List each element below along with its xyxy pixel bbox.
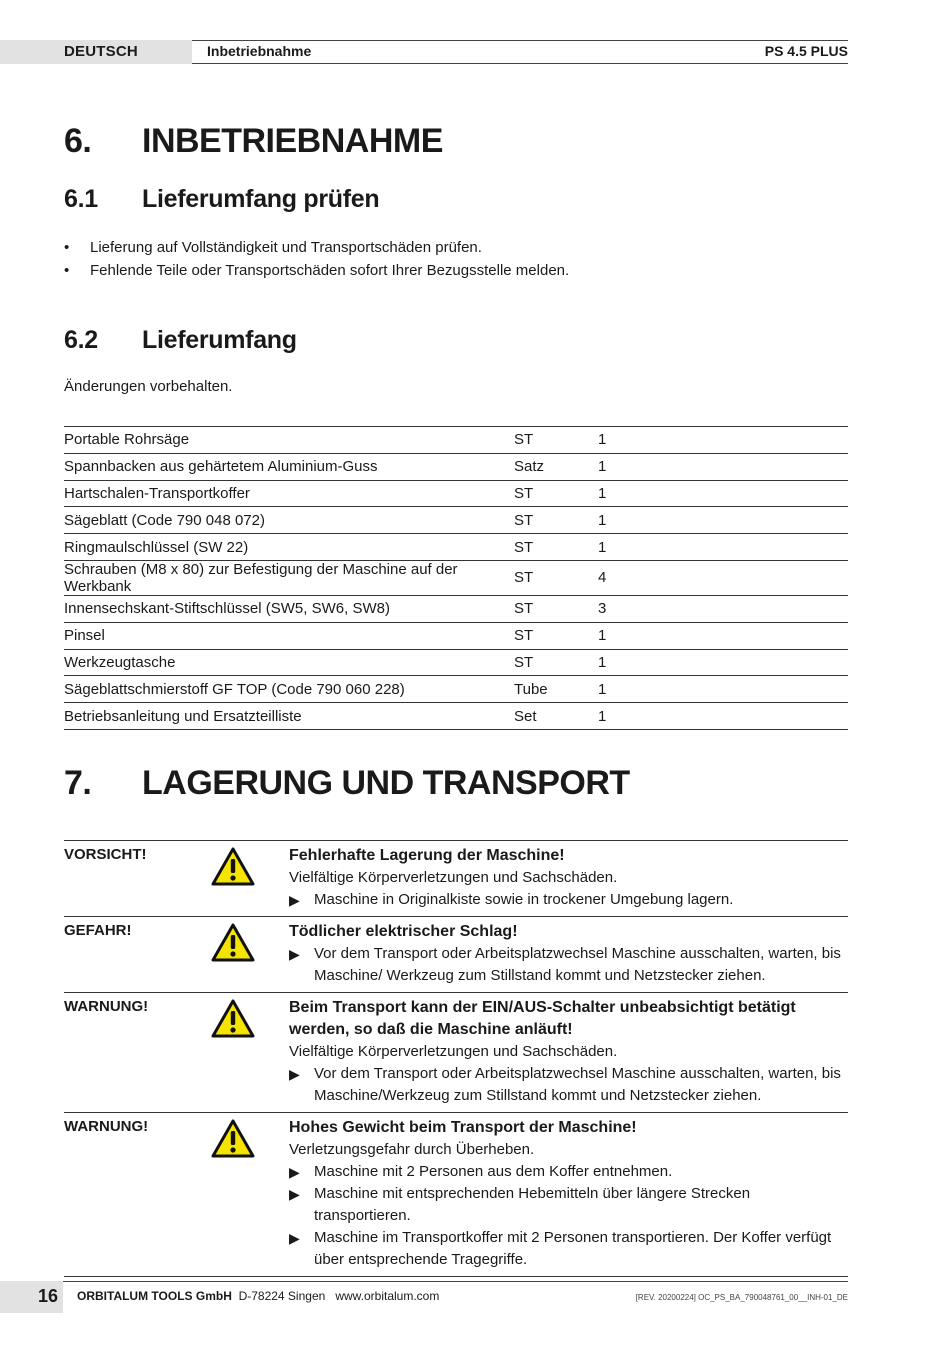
footer-company-line [77, 1289, 439, 1303]
safety-row [64, 1113, 848, 1277]
item-name: Sägeblatt (Code 790 048 072) [64, 507, 514, 534]
warning-triangle-icon [211, 999, 255, 1039]
header-section: Inbetriebnahme [207, 43, 312, 59]
safety-table [64, 840, 848, 1277]
section-7-title: LAGERUNG UND TRANSPORT [142, 764, 630, 802]
item-quantity: 4 [598, 560, 848, 595]
section-6-heading [64, 122, 443, 161]
warning-triangle-icon [211, 923, 255, 963]
item-quantity: 1 [598, 453, 848, 480]
changes-note: Änderungen vorbehalten. [64, 378, 233, 395]
item-quantity: 3 [598, 595, 848, 622]
item-quantity: 1 [598, 703, 848, 730]
table-row [64, 595, 848, 622]
item-quantity: 1 [598, 649, 848, 676]
item-quantity: 1 [598, 676, 848, 703]
warning-triangle-icon [211, 847, 255, 887]
action-text: Maschine in Originalkiste sowie in trockener Umgebung lagern. [314, 891, 734, 908]
safety-action [289, 1227, 848, 1271]
item-unit: Set [514, 703, 598, 730]
table-row [64, 480, 848, 507]
item-unit: ST [514, 507, 598, 534]
action-text: Maschine im Transportkoffer mit 2 Personen transportieren. Der Koffer verfügt über entsprechende Tragegriffe. [314, 1229, 832, 1268]
safety-action [289, 1161, 848, 1183]
section-6-2-heading [64, 326, 297, 355]
safety-row [64, 841, 848, 917]
section-6-title: INBETRIEBNAHME [142, 122, 443, 160]
list-item: • Lieferung auf Vollständigkeit und Transportschäden prüfen. [64, 239, 482, 256]
signal-word: WARNUNG! [64, 1118, 149, 1135]
item-name: Portable Rohrsäge [64, 427, 514, 454]
signal-word: VORSICHT! [64, 846, 147, 863]
safety-row [64, 993, 848, 1113]
hazard-title: Fehlerhafte Lagerung der Maschine! [289, 847, 565, 864]
item-name: Pinsel [64, 622, 514, 649]
safety-content [289, 1113, 848, 1276]
scope-of-delivery-table [64, 426, 848, 730]
triangle-right-icon: ▶ [289, 1164, 300, 1180]
table-row [64, 507, 848, 534]
triangle-right-icon: ▶ [289, 1066, 300, 1082]
safety-row [64, 917, 848, 993]
table-row [64, 622, 848, 649]
safety-content [289, 841, 848, 916]
triangle-right-icon: ▶ [289, 1230, 300, 1246]
item-name: Hartschalen-Transportkoffer [64, 480, 514, 507]
section-6-1-number: 6.1 [64, 185, 98, 213]
item-unit: Satz [514, 453, 598, 480]
item-name: Sägeblattschmierstoff GF TOP (Code 790 060 228) [64, 676, 514, 703]
item-unit: ST [514, 622, 598, 649]
section-6-number: 6. [64, 122, 92, 160]
item-unit: ST [514, 595, 598, 622]
hazard-title: Beim Transport kann der EIN/AUS-Schalter unbeabsichtigt betätigt werden, so daß die Maschine anläuft! [289, 999, 796, 1038]
header-product: PS 4.5 PLUS [764, 43, 848, 59]
table-row [64, 453, 848, 480]
item-unit: ST [514, 649, 598, 676]
safety-action [289, 889, 848, 911]
item-name: Betriebsanleitung und Ersatzteilliste [64, 703, 514, 730]
footer-address: D-78224 Singen [238, 1289, 326, 1303]
table-row [64, 427, 848, 454]
item-unit: Tube [514, 676, 598, 703]
table-row [64, 676, 848, 703]
item-name: Spannbacken aus gehärtetem Aluminium-Guss [64, 453, 514, 480]
page-number: 16 [37, 1286, 58, 1306]
item-unit: ST [514, 560, 598, 595]
hazard-title: Tödlicher elektrischer Schlag! [289, 923, 518, 940]
section-6-2-number: 6.2 [64, 326, 98, 354]
safety-action [289, 1063, 848, 1107]
item-unit: ST [514, 534, 598, 561]
hazard-consequence: Vielfältige Körperverletzungen und Sachschäden. [289, 869, 618, 886]
triangle-right-icon: ▶ [289, 1186, 300, 1202]
action-text: Vor dem Transport oder Arbeitsplatzwechsel Maschine ausschalten, warten, bis Maschine/Werkzeug zum Stillstand kommt und Netzstecker ziehen. [314, 1065, 841, 1104]
header-rule-top [192, 40, 848, 41]
section-6-1-title: Lieferumfang prüfen [142, 185, 380, 213]
table-row [64, 703, 848, 730]
action-text: Maschine mit entsprechenden Hebemitteln über längere Strecken transportieren. [314, 1185, 751, 1224]
check-list [64, 236, 569, 282]
item-unit: ST [514, 427, 598, 454]
signal-word: GEFAHR! [64, 922, 132, 939]
table-row [64, 560, 848, 595]
item-unit: ST [514, 480, 598, 507]
action-text: Vor dem Transport oder Arbeitsplatzwechsel Maschine ausschalten, warten, bis Maschine/ Werkzeug zum Stillstand kommt und Netzstecker ziehen. [314, 945, 841, 984]
footer-company: ORBITALUM TOOLS GmbH [77, 1289, 232, 1303]
item-name: Werkzeugtasche [64, 649, 514, 676]
safety-content [289, 917, 848, 992]
warning-triangle-icon [211, 1119, 255, 1159]
item-quantity: 1 [598, 480, 848, 507]
table-row [64, 649, 848, 676]
signal-word: WARNUNG! [64, 998, 149, 1015]
item-name: Schrauben (M8 x 80) zur Befestigung der Maschine auf der Werkbank [64, 560, 514, 595]
hazard-title: Hohes Gewicht beim Transport der Maschine! [289, 1119, 637, 1136]
footer-website[interactable]: www.orbitalum.com [335, 1289, 440, 1303]
footer-reference: [REV. 20200224] OC_PS_BA_790048761_00__INH-01_DE [635, 1293, 848, 1302]
safety-content [289, 993, 848, 1112]
page-number-box [0, 1281, 63, 1313]
section-7-number: 7. [64, 764, 92, 802]
triangle-right-icon: ▶ [289, 892, 300, 908]
item-quantity: 1 [598, 534, 848, 561]
header-rule-bottom [192, 63, 848, 64]
safety-action [289, 943, 848, 987]
item-name: Innensechskant-Stiftschlüssel (SW5, SW6, SW8) [64, 595, 514, 622]
hazard-consequence: Verletzungsgefahr durch Überheben. [289, 1141, 535, 1158]
header-language: DEUTSCH [64, 43, 138, 60]
hazard-consequence: Vielfältige Körperverletzungen und Sachschäden. [289, 1043, 618, 1060]
item-quantity: 1 [598, 427, 848, 454]
safety-action [289, 1183, 848, 1227]
triangle-right-icon: ▶ [289, 946, 300, 962]
footer-rule [63, 1281, 848, 1282]
section-6-1-heading [64, 185, 379, 214]
item-quantity: 1 [598, 507, 848, 534]
list-item: • Fehlende Teile oder Transportschäden sofort Ihrer Bezugsstelle melden. [64, 262, 570, 279]
section-6-2-title: Lieferumfang [142, 326, 297, 354]
item-quantity: 1 [598, 622, 848, 649]
action-text: Maschine mit 2 Personen aus dem Koffer entnehmen. [314, 1163, 673, 1180]
header-language-box [0, 40, 192, 64]
item-name: Ringmaulschlüssel (SW 22) [64, 534, 514, 561]
table-row [64, 534, 848, 561]
section-7-heading [64, 764, 630, 803]
